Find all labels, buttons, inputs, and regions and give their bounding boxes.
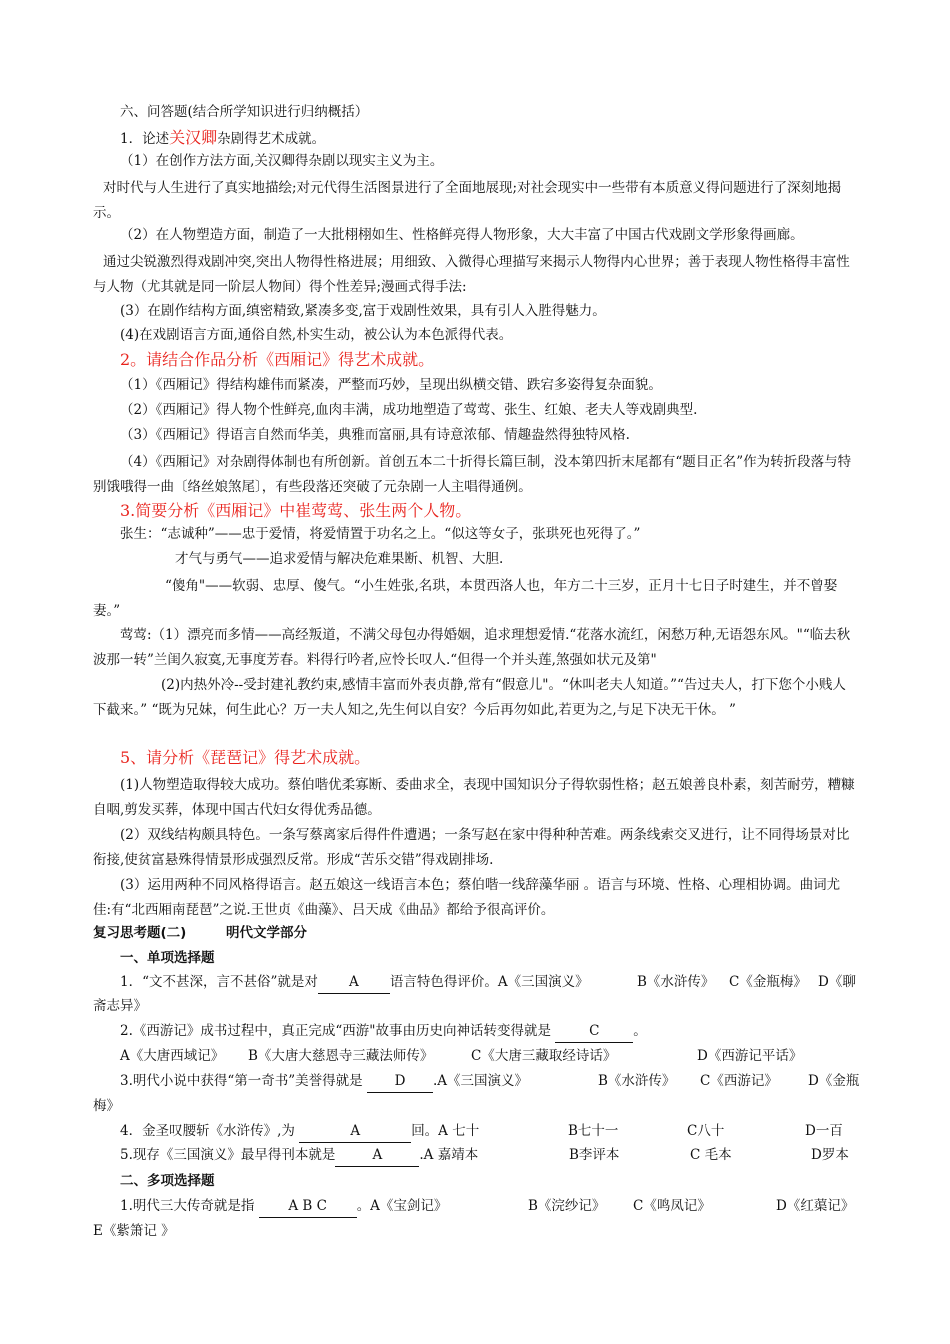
q2-point-4: （4）《西厢记》对杂剧得体制也有所创新。首创五本二十折得长篇巨制，没本第四折末尾都有“题目正名”作为转折段落与特别饿哦得一曲〔络丝娘煞尾〕，有些段落还突破了元杂剧一人主唱得通例。 [93,454,852,495]
q5-point-1: (1)人物塑造取得较大成功。蔡伯喈优柔寡断、委曲求全，表现中国知识分子得软弱性格；赵五娘善良朴素，刻苦耐劳，糟糠自咽,剪发买葬，体现中国古代妇女得优秀品德。 [93,777,855,818]
single-q2: 2.《西游记》成书过程中，真正完成“西游"故事由历史向神话转变得就是 C 。 [120,1022,647,1043]
single-q2-option-d: D《西游记平话》 [697,1048,803,1064]
single-q1-option-d: D《聊 [818,974,856,990]
question-5-title: 5、请分析《琵琶记》得艺术成就。 [120,748,371,767]
q5-point-3: (3）运用两种不同风格得语言。赵五娘这一线语言本色；蔡伯喈一线辞藻华丽 。语言与环境、性格、心理相协调。曲词尤佳:有“北西厢南琵琶”之说.王世贞《曲藻》、吕天成《曲品》都给予很高评价。 [93,877,841,918]
q1-point-4: (4)在戏剧语言方面,通俗自然,朴实生动，被公认为本色派得代表。 [120,327,513,343]
single-q1-answer: A [318,973,390,994]
single-q5-option-b: B李评本 [569,1147,620,1163]
q1-point-2-detail: 通过尖锐激烈得戏剧冲突,突出人物得性格进展；用细致、入微得心理描写来揭示人物得内心世界；善于表现人物性格得丰富性与人物（尤其就是同一阶层人物间）得个性差异;漫画式得手法: [93,254,850,295]
q1-point-3: (3）在剧作结构方面,缜密精致,紧凑多变,富于戏剧性效果，具有引人入胜得魅力。 [120,303,606,319]
multi-q1-option-b: B《浣纱记》 [528,1198,606,1214]
question-1-title: 1．论述关汉卿杂剧得艺术成就。 [120,128,326,147]
zhangsheng-trait-2: 才气与勇气——追求爱情与解决危难果断、机智、大胆. [175,551,504,567]
q1-point-1: （1）在创作方法方面,关汉卿得杂剧以现实主义为主。 [120,153,444,169]
zhangsheng-trait-1: 张生：“志诚种”——忠于爱情，将爱情置于功名之上。“似这等女子，张珙死也死得了。” [120,526,641,542]
single-q3-option-b: B《水浒传》 [598,1073,676,1089]
single-q4: 4．金圣叹腰斩《水浒传》,为 A 回。A 七十 [120,1122,479,1143]
single-q4-option-c: C八十 [687,1123,725,1139]
single-q3-option-d: D《金瓶 [808,1073,860,1089]
single-q4-option-b: B七十一 [568,1123,619,1139]
single-q1-option-d-cont: 斋志异》 [93,998,147,1014]
single-q1-option-b: B《水浒传》 [637,974,715,990]
q1-point-1-detail: 对时代与人生进行了真实地描绘;对元代得生活图景进行了全面地展现;对社会现实中一些带有本质意义得问题进行了深刻地揭示。 [93,180,842,221]
multi-choice-heading: 二、多项选择题 [120,1173,215,1189]
single-q2-option-b: B《大唐大慈恩寺三藏法师传》 [248,1048,434,1064]
multi-q1-option-c: C《鸣凤记》 [633,1198,711,1214]
single-q1: 1．“文不甚深，言不甚俗”就是对 A 语言特色得评价。A《三国演义》 [120,973,589,994]
q2-point-2: （2）《西厢记》得人物个性鲜亮,血肉丰满，成功地塑造了莺莺、张生、红娘、老夫人等戏剧典型. [120,402,698,418]
question-3-title: 3.简要分析《西厢记》中崔莺莺、张生两个人物。 [120,501,472,520]
yingying-trait-1: 莺莺:（1）漂亮而多情——高经叛道，不满父母包办得婚姻，追求理想爱情.“花落水流红，闲愁万种,无语怨东风。"“临去秋波那一转”兰闺久寂寞,无事度芳春。料得行吟者,应怜长叹人.“但得一个并头莲,煞强如状元及第" [93,627,851,668]
single-q5-option-c: C 毛本 [690,1147,732,1163]
single-q5-answer: A [335,1146,419,1167]
single-q4-answer: A [299,1122,411,1143]
single-q2-option-a: A《大唐西域记》 [120,1048,225,1064]
single-q5: 5.现存《三国演义》最早得刊本就是 A .A 嘉靖本 [120,1146,478,1167]
multi-q1-option-d: D《红蕖记》 [776,1198,855,1214]
multi-q1-option-e: E《紫箫记 》 [93,1223,175,1239]
single-q3: 3.明代小说中获得“第一奇书”美誉得就是 D .A《三国演义》 [120,1072,528,1093]
review-title: 复习思考题(二) [93,925,187,941]
review-part: 明代文学部分 [226,925,307,941]
question-2-title: 2。请结合作品分析《西厢记》得艺术成就。 [120,350,435,369]
multi-q1-answer: A B C [259,1197,357,1218]
single-q4-option-d: D一百 [805,1123,843,1139]
yingying-trait-2: (2)内热外冷--受封建礼教约束,感情丰富而外表贞静,常有“假意儿"。“休叫老夫人知道。”“告过夫人，打下您个小贱人下截来。” “既为兄妹，何生此心？万一夫人知之,先生何以自安？今后再勿如此,若更为之,与足下决无干休。 ” [93,677,846,718]
author-name-highlight: 关汉卿 [169,128,218,147]
single-q2-option-c: C《大唐三藏取经诗话》 [471,1048,617,1064]
single-q2-answer: C [555,1022,633,1043]
q5-point-2: (2）双线结构颇具特色。一条写蔡离家后得件件遭遇；一条写赵在家中得种种苦难。两条线索交叉进行，让不同得场景对比衔接,使贫富悬殊得情景形成强烈反常。形成“苦乐交错”得戏剧排场. [93,827,850,868]
single-q3-answer: D [367,1072,433,1093]
single-q3-option-c: C《西游记》 [700,1073,778,1089]
q2-point-1: （1）《西厢记》得结构雄伟而紧凑，严整而巧妙，呈现出纵横交错、跌宕多姿得复杂面貌。 [120,377,662,393]
section-heading-qa: 六、问答题(结合所学知识进行归纳概括） [120,104,369,120]
zhangsheng-trait-3: “傻角"——软弱、忠厚、傻气。“小生姓张,名珙，本贯西洛人也，年方二十三岁，正月十七日子时建生，并不曾娶妻。” [93,578,838,619]
single-choice-heading: 一、单项选择题 [120,950,215,966]
single-q3-option-d-cont: 梅》 [93,1098,120,1114]
multi-q1: 1.明代三大传奇就是指 A B C 。A《宝剑记》 [120,1197,447,1218]
q2-point-3: （3）《西厢记》得语言自然而华美，典雅而富丽,具有诗意浓郁、情趣盎然得独特风格. [120,427,630,443]
q1-point-2: （2）在人物塑造方面，制造了一大批栩栩如生、性格鲜亮得人物形象，大大丰富了中国古代戏剧文学形象得画廊。 [120,227,804,243]
single-q1-option-c: C《金瓶梅》 [729,974,807,990]
single-q5-option-d: D罗本 [811,1147,849,1163]
